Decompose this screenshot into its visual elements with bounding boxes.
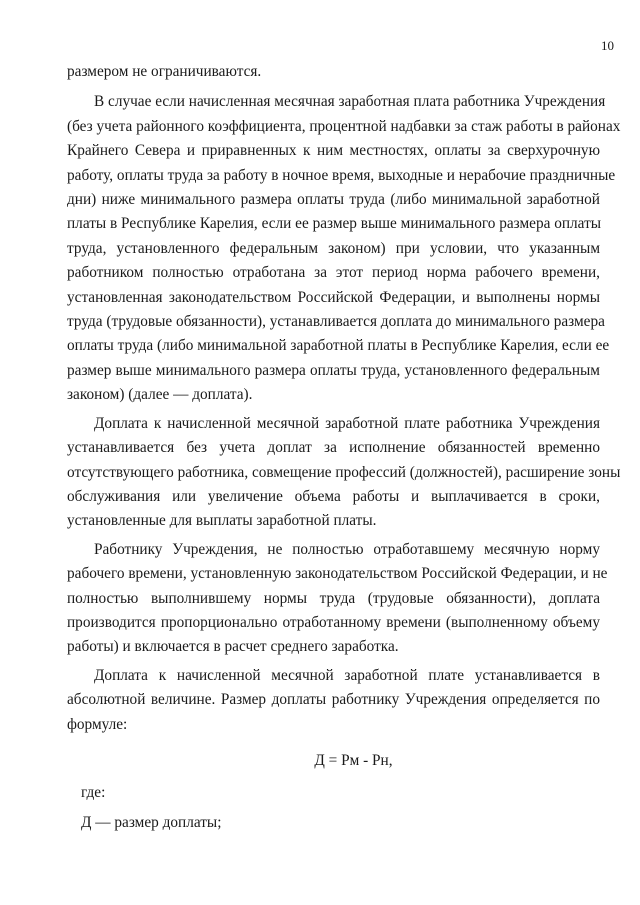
text-line: установленная законодательством Российской Федерации, и выполнены нормы bbox=[67, 288, 600, 306]
text-line: полностью выполнившему нормы труда (трудовые обязанности), доплата bbox=[67, 589, 600, 607]
text-line: работником полностью отработана за этот период норма рабочего времени, bbox=[67, 264, 600, 282]
text-line: работы) и включается в расчет среднего заработка. bbox=[67, 638, 399, 656]
text-line: отсутствующего работника, совмещение профессий (должностей), расширение зоны bbox=[67, 463, 621, 481]
text-line: платы в Республике Карелия, если ее размер выше минимального размера оплаты bbox=[67, 215, 602, 233]
paragraph-surcharge-exclusions bbox=[67, 412, 621, 534]
text-line: размером не ограничиваются. bbox=[67, 63, 262, 80]
text-line: установленные для выплаты заработной платы. bbox=[67, 512, 377, 530]
text-line: труда, установленного федеральным законом) при условии, что указанным bbox=[67, 239, 600, 257]
paragraph-formula-intro bbox=[67, 664, 600, 737]
paragraph-partial-work bbox=[67, 538, 608, 660]
text-line: устанавливается без учета доплат за исполнение обязанностей временно bbox=[67, 439, 600, 457]
text-line: В случае если начисленная месячная заработная плата работника Учреждения bbox=[94, 93, 606, 111]
text-line: обслуживания или увеличение объема работы и выплачивается в сроки, bbox=[67, 487, 600, 505]
formula-definition-d: Д — размер доплаты; bbox=[81, 813, 222, 831]
text-line: рабочего времени, установленную законодательством Российской Федерации, и не bbox=[67, 565, 608, 583]
text-line: Доплата к начисленной месячной заработной плате работника Учреждения bbox=[94, 414, 600, 432]
text-line: размер выше минимального размера оплаты труда, установленного федеральным bbox=[67, 361, 600, 379]
text-line: Работнику Учреждения, не полностью отработавшему месячную норму bbox=[94, 540, 600, 558]
text-line: формуле: bbox=[67, 715, 128, 733]
document-body bbox=[67, 60, 621, 835]
text-line: Доплата к начисленной месячной заработной плате устанавливается в bbox=[94, 666, 600, 684]
surcharge-formula: Д = Рм - Рн, bbox=[314, 751, 393, 769]
text-line: абсолютной величине. Размер доплаты работнику Учреждения определяется по bbox=[67, 691, 600, 709]
text-line: работу, оплаты труда за работу в ночное время, выходные и нерабочие праздничные bbox=[67, 166, 616, 184]
text-line: труда (трудовые обязанности), устанавливается доплата до минимального размера bbox=[67, 313, 605, 331]
text-line: законом) (далее — доплата). bbox=[67, 386, 253, 404]
page-number: 10 bbox=[601, 38, 614, 53]
text-line: Крайнего Севера и приравненных к ним местностях, оплаты за сверхурочную bbox=[67, 142, 600, 160]
paragraph-minimum-wage-condition bbox=[67, 90, 621, 407]
text-line: (без учета районного коэффициента, процентной надбавки за стаж работы в районах bbox=[67, 117, 621, 135]
text-line: оплаты труда (либо минимальной заработной платы в Республике Карелия, если ее bbox=[67, 337, 610, 355]
formula-where-label: где: bbox=[81, 784, 106, 802]
text-line: дни) ниже минимального размера оплаты труда (либо минимальной заработной bbox=[67, 191, 600, 209]
text-line: производится пропорционально отработанному времени (выполненному объему bbox=[67, 613, 600, 631]
